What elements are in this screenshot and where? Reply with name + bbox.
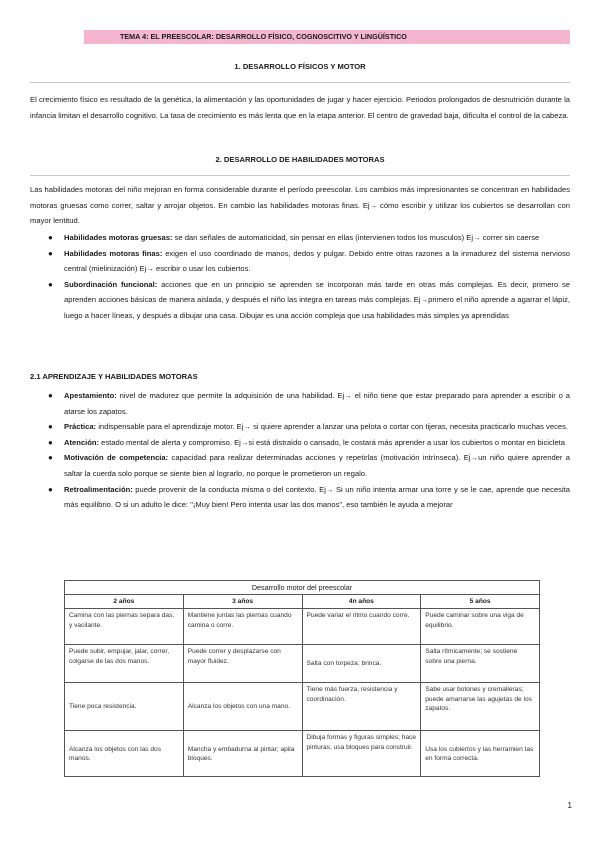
- list-item-text: exigen el uso coordinado de manos, dedos y pulgar. Debido entre otras razones a la inmadurez del sistema nervioso central (mielinización) Ej→ escribir o usar los cubiertos.: [64, 248, 571, 274]
- list-item: [48, 435, 570, 451]
- column-header: 3 años: [183, 595, 302, 609]
- list-item-term: Subordinación funcional:: [64, 279, 158, 289]
- table-cell: Alcanza los objetos con las dos manos.: [65, 731, 184, 777]
- list-item-term: Práctica:: [64, 422, 97, 432]
- table-cell: Usa los cubiertos y las herramien tas en forma correcta.: [421, 731, 540, 777]
- list-item-text: puede provenir de la conducta misma o del contexto. Ej→ Si un niño intenta armar una torre y se le cae, aprende que necesita más equilibrio. O si un adulto le dice: "¡Muy bien! Pero intenta usar las dos manos", eso también le ayuda a mejorar: [64, 484, 570, 510]
- list-item-text: se dan señales de automaticidad, sin pensar en ellas (intervienen todos los musculos) Ej→ correr sin caerse: [172, 233, 540, 242]
- list-item-term: Habilidades motoras finas:: [64, 248, 163, 258]
- column-header: 5 años: [421, 595, 540, 609]
- section-2-heading: 2. DESARROLLO DE HABILIDADES MOTORAS: [215, 155, 385, 164]
- learning-list: [48, 388, 570, 513]
- table-cell: Sabe usar botones y cremalleras; puede amarrarse las agujetas de los zapatos.: [421, 683, 540, 731]
- section-2-paragraph: Las habilidades motoras del niño mejoran en forma considerable durante el período preescolar. Los cambios más impresionantes se concentran en habilidades motoras gruesas como correr, saltar y arrojar objetos. En cambio las habilidades motoras finas. Ej→ cómo escribir y utilizar los cubiertos se desarrollan con mayor lentitud.: [30, 185, 570, 226]
- list-item-term: Habilidades motoras gruesas:: [64, 233, 173, 242]
- list-item-text: capacidad para realizar determinadas acciones y repetirlas (motivación intrínseca). Ej→un niño quiere aprender a saltar la cuerda solo porque se siente bien al lograrlo, no porque le prometieron un regalo.: [64, 453, 570, 478]
- list-item: [48, 388, 570, 419]
- bullet-icon: ●: [48, 484, 53, 494]
- table-header-row: [65, 595, 540, 609]
- list-item: [48, 450, 570, 481]
- list-item: [48, 230, 570, 246]
- table-row: [65, 683, 540, 731]
- table-cell: Tiene poca resistencia.: [65, 683, 184, 731]
- motor-skills-list: [48, 230, 570, 324]
- divider: [30, 82, 570, 83]
- list-item: [48, 482, 570, 513]
- bullet-icon: ●: [48, 248, 53, 258]
- table-cell: Camina con las piernas separa das, y vacilante.: [65, 609, 184, 645]
- table-cell: Mantiene juntas las piernas cuando camina o corre.: [183, 609, 302, 645]
- column-header: 4n años: [302, 595, 421, 609]
- table-cell: Salta con torpeza; brinca.: [302, 645, 421, 683]
- table-cell: Mancha y embadurna al pintar; apila bloques.: [183, 731, 302, 777]
- list-item-text: acciones que en un principio se aprenden se incorporan más tarde en otras más complejas. Es decir, primero se aprenden acciones básicas de manera aislada, y después el niño las integra en tareas más complejas. Ej→primero el niño aprende a agarrar el lápiz, luego a hacer líneas, y después a dibujar una casa. Dibujar es una acción compleja que usa habilidades más simples ya aprendidas: [64, 279, 571, 320]
- divider: [30, 175, 570, 176]
- bullet-icon: ●: [48, 453, 53, 463]
- table-cell: Alcanza los objetos con una mano.: [183, 683, 302, 731]
- list-item-text: nivel de madurez que permite la adquisición de una habilidad. Ej→ el niño tiene que estar preparado para aprender a escribir o a atarse los zapatos.: [64, 391, 570, 416]
- table-row: [65, 731, 540, 777]
- section-2-1-heading: 2.1 APRENDIZAJE Y HABILIDADES MOTORAS: [30, 372, 198, 381]
- table-cell: Dibuja formas y figuras simples; hace pinturas; usa bloques para construir.: [302, 731, 421, 777]
- table-cell: Puede subir, empujar, jalar, correr, colgarse de las dos manos.: [65, 645, 184, 683]
- page-number: 1: [567, 801, 572, 810]
- table-row: [65, 645, 540, 683]
- table-cell: Puede caminar sobre una viga de equilibrio.: [421, 609, 540, 645]
- list-item-term: Retroalimentación:: [64, 484, 133, 494]
- bullet-icon: ●: [48, 279, 53, 289]
- page-title: TEMA 4: EL PREESCOLAR: DESARROLLO FÍSICO, COGNOSCITIVO Y LINGÜÍSTICO: [84, 30, 570, 44]
- motor-development-table: [64, 580, 540, 777]
- list-item-text: estado mental de alerta y compromiso. Ej→si está distraído o cansado, le costará más aprender a usar los cubiertos o montar en bicicleta: [99, 437, 565, 447]
- table-cell: Salta rítmicamente; se sostiene sobre una pierna.: [421, 645, 540, 683]
- list-item-text: indispensable para el aprendizaje motor. Ej→ si quiere aprender a lanzar una pelota o cortar con tijeras, necesita practicarlo muchas veces.: [96, 422, 569, 432]
- bullet-icon: ●: [48, 437, 53, 447]
- table-row: [65, 609, 540, 645]
- table-cell: Puede correr y desplazarse con mayor fluidez.: [183, 645, 302, 683]
- table-cell: Tiene más fuerza, resistencia y coordinación.: [302, 683, 421, 731]
- section-1-paragraph: El crecimiento físico es resultado de la genética, la alimentación y las oportunidades de jugar y hacer ejercicio. Periodos prolongados de desnutrición durante la infancia limitan el desarrollo cognitivo. La tasa de crecimiento es más lenta que en la etapa anterior. El centro de gravedad baja, dificulta el control de la cabeza.: [30, 95, 570, 120]
- bullet-icon: ●: [48, 391, 53, 400]
- section-1-heading: 1. DESARROLLO FÍSICOS Y MOTOR: [234, 62, 366, 71]
- table-cell: Puede variar el ritmo cuando corre.: [302, 609, 421, 645]
- list-item: [48, 419, 570, 435]
- column-header: 2 años: [65, 595, 184, 609]
- list-item-term: Apestamiento:: [64, 391, 117, 400]
- bullet-icon: ●: [48, 422, 53, 432]
- list-item: [48, 246, 570, 277]
- list-item-term: Motivación de competencia:: [64, 453, 169, 463]
- table-caption: Desarrollo motor del preescolar: [64, 580, 540, 594]
- bullet-icon: ●: [48, 233, 53, 242]
- list-item-term: Atención:: [64, 437, 100, 447]
- list-item: [48, 277, 570, 324]
